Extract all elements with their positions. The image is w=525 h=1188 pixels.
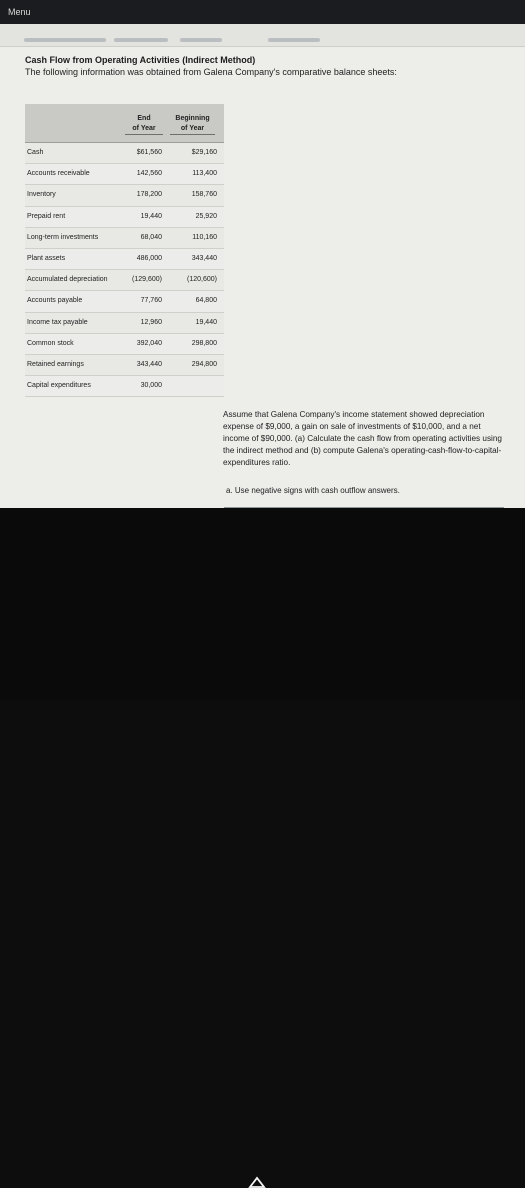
- table-row: [25, 207, 224, 228]
- header-divider: [170, 134, 215, 135]
- table-row: [25, 143, 224, 164]
- row-label: Plant assets: [27, 254, 66, 262]
- smudge: [180, 38, 222, 42]
- row-label: Cash: [27, 149, 44, 156]
- table-row: [25, 249, 224, 270]
- row-end-value: 77,760: [140, 297, 162, 305]
- row-beginning-value: 19,440: [195, 318, 217, 326]
- header-beginning-of-year: Beginning of Year: [175, 115, 210, 132]
- row-end-value: 343,440: [136, 360, 162, 368]
- table-row: [25, 228, 224, 249]
- menu-bar: [0, 0, 525, 24]
- table-row: [25, 164, 224, 185]
- table-header: [25, 104, 224, 143]
- row-beginning-value: 294,800: [191, 360, 217, 368]
- smudge: [24, 38, 106, 42]
- row-end-value: 486,000: [136, 254, 162, 262]
- smudge: [268, 38, 320, 42]
- row-beginning-value: 343,440: [191, 254, 217, 262]
- balance-sheet-table: [25, 104, 224, 397]
- row-end-value: 30,000: [140, 382, 162, 390]
- row-end-value: 68,040: [140, 233, 162, 241]
- home-icon[interactable]: [248, 1176, 266, 1188]
- row-label: Accumulated depreciation: [27, 276, 108, 284]
- table-row: [25, 355, 224, 376]
- row-beginning-value: 298,800: [191, 339, 217, 347]
- question-screen: [0, 24, 525, 508]
- row-label: Prepaid rent: [27, 212, 66, 220]
- row-label: Capital expenditures: [27, 382, 91, 390]
- row-end-value: 392,040: [136, 339, 162, 347]
- question-subtitle: The following information was obtained from Galena Company's comparative balance sheets:: [25, 67, 397, 77]
- row-label: Income tax payable: [27, 318, 88, 326]
- row-label: Accounts receivable: [27, 170, 90, 178]
- row-label: Inventory: [27, 191, 56, 199]
- question-title: Cash Flow from Operating Activities (Indirect Method): [25, 55, 256, 65]
- row-end-value: 178,200: [136, 191, 162, 199]
- row-end-value: 12,960: [140, 318, 162, 326]
- header-divider: [125, 134, 163, 135]
- row-label: Common stock: [27, 339, 74, 347]
- row-end-value: (129,600): [132, 276, 162, 284]
- row-beginning-value: 110,160: [192, 233, 217, 241]
- header-end-of-year: End of Year: [132, 115, 156, 132]
- row-beginning-value: (120,600): [187, 276, 217, 284]
- row-label: Long-term investments: [27, 233, 99, 241]
- table-row: [25, 376, 224, 397]
- row-label: Retained earnings: [27, 360, 84, 368]
- negative-sign-note: a. Use negative signs with cash outflow answers.: [226, 486, 400, 495]
- table-row: [25, 270, 224, 291]
- table-row: [25, 313, 224, 334]
- menu-button[interactable]: Menu: [8, 7, 31, 17]
- row-end-value: 142,560: [136, 170, 162, 178]
- table-row: [25, 291, 224, 312]
- row-beginning-value: 158,760: [191, 191, 217, 199]
- table-row: [25, 334, 224, 355]
- row-end-value: $61,560: [136, 149, 162, 156]
- row-end-value: 19,440: [140, 212, 162, 220]
- row-label: Accounts payable: [27, 297, 83, 305]
- row-beginning-value: $29,160: [191, 149, 217, 156]
- assumption-text: Assume that Galena Company's income statement showed depreciation expense of $9,000, a gain on sale of investments of $10,000, and a net income of $90,000. (a) Calculate the cash flow from operating activities using the indirect method and (b) compute Galena's operating-cash-flow-to-capital-expenditures ratio.: [223, 410, 502, 467]
- table-row: [25, 185, 224, 206]
- row-beginning-value: 25,920: [195, 212, 217, 220]
- row-beginning-value: 113,400: [192, 170, 217, 178]
- row-beginning-value: 64,800: [195, 297, 217, 305]
- top-strip: [0, 24, 525, 47]
- screen-bezel: [0, 508, 525, 700]
- smudge: [114, 38, 168, 42]
